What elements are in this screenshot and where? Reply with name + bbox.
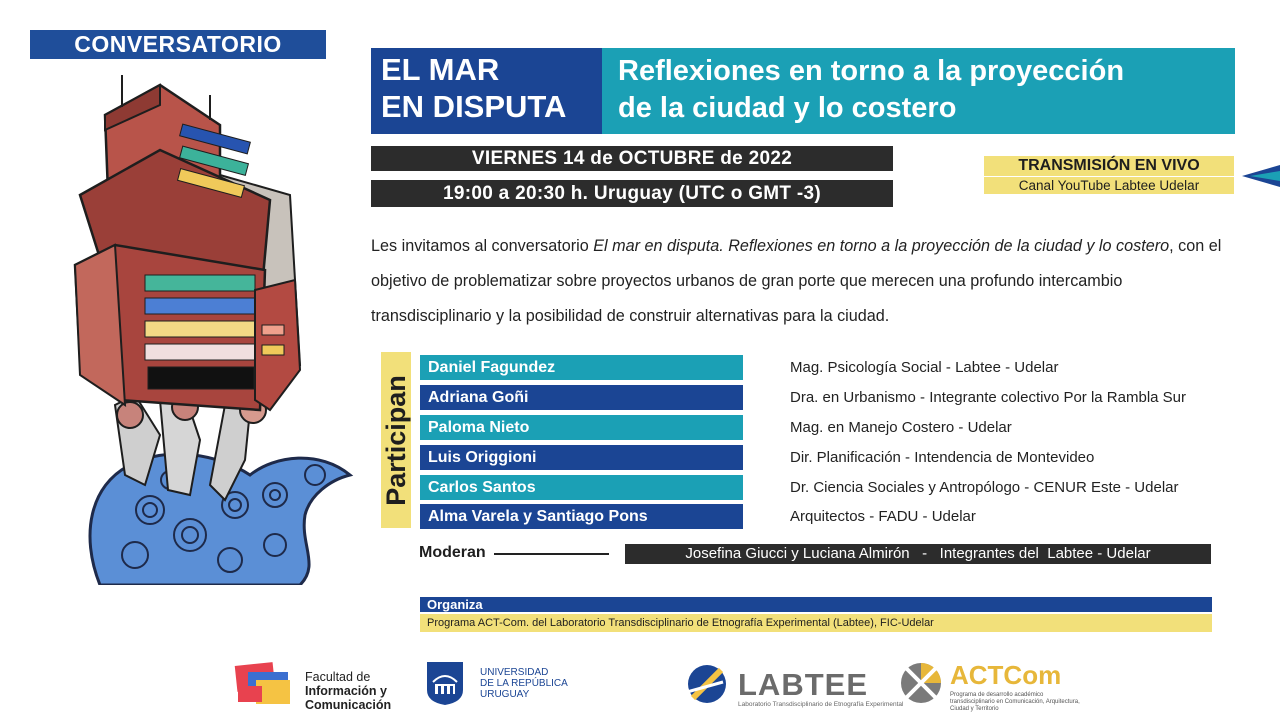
moderators-divider: [494, 553, 609, 555]
pointer-arrow-icon: [1242, 165, 1280, 187]
participant-name: Carlos Santos: [420, 475, 743, 500]
actcom-subtitle: Programa de desarrollo académico transdisciplinario en Comunicación, Arquitectura, Ciudad y Territorio: [950, 692, 1080, 712]
fic-line2: Información y: [305, 684, 387, 698]
participant-name: Paloma Nieto: [420, 415, 743, 440]
description-italic: El mar en disputa. Reflexiones en torno a la proyección de la ciudad y lo costero: [593, 237, 1170, 255]
participant-name: Adriana Goñi: [420, 385, 743, 410]
organiza-text: Programa ACT-Com. del Laboratorio Transdisciplinario de Etnografía Experimental (Labtee), FIC-Udelar: [420, 614, 1212, 632]
participant-role: Mag. en Manejo Costero - Udelar: [790, 419, 1012, 436]
labtee-subtitle: Laboratorio Transdisciplinario de Etnografía Experimental: [738, 701, 904, 708]
event-subtitle: [602, 48, 1235, 134]
live-transmission-label: TRANSMISIÓN EN VIVO: [984, 156, 1234, 176]
event-date: VIERNES 14 de OCTUBRE de 2022: [371, 146, 893, 171]
moderators-label: Moderan: [419, 544, 486, 561]
event-title: [371, 48, 602, 134]
participant-name: Daniel Fagundez: [420, 355, 743, 380]
udelar-line3: URUGUAY: [480, 689, 530, 700]
labtee-logo-icon: [683, 662, 731, 706]
organiza-label: Organiza: [420, 597, 1212, 612]
udelar-line2: DE LA REPÚBLICA: [480, 678, 568, 689]
event-subtitle-line2: de la ciudad y lo costero: [618, 92, 957, 124]
event-time: 19:00 a 20:30 h. Uruguay (UTC o GMT -3): [371, 180, 893, 207]
event-title-line2: EN DISPUTA: [381, 89, 567, 124]
fic-line1: Facultad de: [305, 670, 371, 684]
fic-logo-icon: [234, 662, 294, 706]
description-intro: Les invitamos al conversatorio: [371, 237, 594, 255]
youtube-channel-link[interactable]: Canal YouTube Labtee Udelar: [984, 177, 1234, 194]
fic-line3: Comunicación: [305, 698, 392, 712]
event-description: [371, 229, 1241, 334]
participant-name: Luis Origgioni: [420, 445, 743, 470]
participant-role: Dir. Planificación - Intendencia de Montevideo: [790, 449, 1095, 466]
event-subtitle-line1: Reflexiones en torno a la proyección: [618, 55, 1125, 87]
labtee-logo-text: LABTEE: [738, 667, 868, 702]
participant-role: Arquitectos - FADU - Udelar: [790, 508, 976, 525]
participants-label: Participan: [380, 374, 411, 506]
event-title-line1: EL MAR: [381, 52, 500, 87]
participants-label-box: [381, 352, 411, 528]
actcom-logo-text: ACTCom: [950, 660, 1062, 690]
udelar-line1: UNIVERSIDAD: [480, 667, 549, 678]
actcom-logo-icon: [898, 660, 944, 706]
buildings-wave-illustration: [60, 55, 360, 585]
fic-logo-text: [305, 670, 391, 712]
udelar-logo-text: [480, 667, 568, 700]
participant-role: Mag. Psicología Social - Labtee - Udelar: [790, 359, 1059, 376]
participant-role: Dr. Ciencia Sociales y Antropólogo - CENUR Este - Udelar: [790, 479, 1179, 496]
conversatorio-label: CONVERSATORIO: [30, 30, 326, 59]
participant-role: Dra. en Urbanismo - Integrante colectivo Por la Rambla Sur: [790, 389, 1187, 406]
udelar-seal-icon: [425, 660, 465, 706]
participant-name: Alma Varela y Santiago Pons: [420, 504, 743, 529]
description-rest: , con el objetivo de problematizar sobre proyectos urbanos de gran porte que merecen una profundo intercambio transdisciplinario y la posibilidad de construir alternativas para la ciudad.: [371, 237, 1222, 325]
moderators-names: Josefina Giucci y Luciana Almirón - Integrantes del Labtee - Udelar: [625, 544, 1211, 564]
